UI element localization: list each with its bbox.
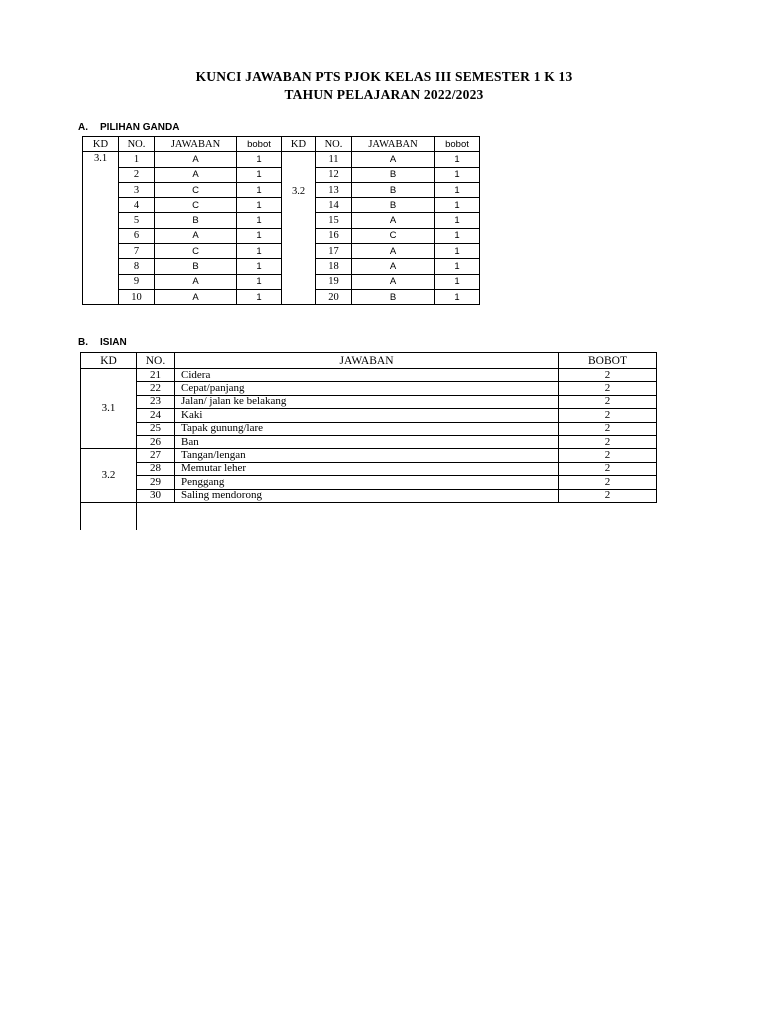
header-jawaban: JAWABAN (175, 353, 559, 369)
answer-cell: B (352, 198, 435, 213)
weight-cell: 1 (237, 152, 282, 167)
number-cell: 15 (316, 213, 352, 228)
answer-cell: C (155, 182, 237, 197)
number-cell: 23 (137, 395, 175, 408)
number-cell: 11 (316, 152, 352, 167)
table-row (81, 369, 657, 382)
number-cell: 18 (316, 259, 352, 274)
answer-cell: A (352, 274, 435, 289)
answer-cell: B (155, 213, 237, 228)
table-row (81, 422, 657, 435)
header-kd: KD (282, 137, 316, 152)
answer-cell: A (352, 213, 435, 228)
empty-row (81, 502, 657, 530)
section-b-heading (78, 337, 127, 348)
answer-cell: A (155, 289, 237, 304)
number-cell: 30 (137, 489, 175, 502)
section-a-heading (78, 122, 179, 133)
number-cell: 13 (316, 182, 352, 197)
table-row (83, 274, 480, 289)
answer-cell: Jalan/ jalan ke belakang (175, 395, 559, 408)
weight-cell: 1 (435, 244, 480, 259)
answer-cell: B (155, 259, 237, 274)
number-cell: 20 (316, 289, 352, 304)
table-row (81, 409, 657, 422)
document-title-line-1: KUNCI JAWABAN PTS PJOK KELAS III SEMESTER 1 K 13 (195, 69, 573, 84)
answer-cell: Tapak gunung/lare (175, 422, 559, 435)
weight-cell: 1 (435, 152, 480, 167)
number-cell: 14 (316, 198, 352, 213)
answer-cell: B (352, 182, 435, 197)
weight-cell: 2 (559, 462, 657, 475)
weight-cell: 2 (559, 435, 657, 448)
number-cell: 4 (119, 198, 155, 213)
multiple-choice-table (82, 136, 480, 305)
number-cell: 2 (119, 167, 155, 182)
number-cell: 26 (137, 435, 175, 448)
answer-cell: Ban (175, 435, 559, 448)
weight-cell: 1 (435, 274, 480, 289)
number-cell: 5 (119, 213, 155, 228)
number-cell: 28 (137, 462, 175, 475)
header-bobot: BOBOT (559, 353, 657, 369)
kd-cell (282, 152, 316, 305)
weight-cell: 2 (559, 422, 657, 435)
table-row (83, 228, 480, 243)
answer-cell: C (155, 198, 237, 213)
header-no: NO. (119, 137, 155, 152)
answer-cell: A (155, 228, 237, 243)
number-cell: 1 (119, 152, 155, 167)
short-answer-table (80, 352, 657, 530)
answer-cell: A (155, 167, 237, 182)
kd-label: 3.2 (291, 185, 306, 197)
kd-cell: 3.1 (81, 369, 137, 449)
table-header-row (81, 353, 657, 369)
weight-cell: 1 (435, 228, 480, 243)
weight-cell: 2 (559, 489, 657, 502)
weight-cell: 1 (237, 167, 282, 182)
number-cell: 16 (316, 228, 352, 243)
table-header-row (83, 137, 480, 152)
answer-cell: A (352, 244, 435, 259)
number-cell: 22 (137, 382, 175, 395)
empty-cell (81, 502, 137, 530)
answer-cell: A (352, 259, 435, 274)
weight-cell: 1 (435, 167, 480, 182)
header-kd: KD (83, 137, 119, 152)
section-a-letter: A. (78, 122, 88, 133)
number-cell: 8 (119, 259, 155, 274)
number-cell: 6 (119, 228, 155, 243)
table-row (83, 213, 480, 228)
answer-cell: B (352, 167, 435, 182)
answer-cell: A (352, 152, 435, 167)
answer-cell: A (155, 274, 237, 289)
weight-cell: 2 (559, 476, 657, 489)
table-row (83, 152, 480, 167)
weight-cell: 2 (559, 369, 657, 382)
answer-cell: Tangan/lengan (175, 449, 559, 462)
weight-cell: 1 (237, 228, 282, 243)
kd-cell: 3.1 (83, 152, 119, 305)
table-row (83, 182, 480, 197)
weight-cell: 1 (435, 198, 480, 213)
table-row (81, 395, 657, 408)
answer-cell: C (352, 228, 435, 243)
weight-cell: 1 (435, 182, 480, 197)
answer-cell: Saling mendorong (175, 489, 559, 502)
section-b-letter: B. (78, 337, 88, 348)
weight-cell: 1 (237, 259, 282, 274)
table-row (83, 289, 480, 304)
answer-cell: Kaki (175, 409, 559, 422)
number-cell: 27 (137, 449, 175, 462)
number-cell: 24 (137, 409, 175, 422)
header-no: NO. (137, 353, 175, 369)
weight-cell: 1 (237, 198, 282, 213)
number-cell: 17 (316, 244, 352, 259)
number-cell: 21 (137, 369, 175, 382)
weight-cell: 2 (559, 382, 657, 395)
header-jawaban: JAWABAN (155, 137, 237, 152)
weight-cell: 1 (435, 289, 480, 304)
weight-cell: 1 (237, 289, 282, 304)
header-no: NO. (316, 137, 352, 152)
weight-cell: 1 (237, 182, 282, 197)
number-cell: 3 (119, 182, 155, 197)
table-row (81, 476, 657, 489)
answer-cell: Cidera (175, 369, 559, 382)
answer-cell: C (155, 244, 237, 259)
number-cell: 19 (316, 274, 352, 289)
number-cell: 25 (137, 422, 175, 435)
header-jawaban: JAWABAN (352, 137, 435, 152)
table-row (81, 462, 657, 475)
table-row (83, 198, 480, 213)
section-b-label: ISIAN (100, 337, 127, 348)
number-cell: 10 (119, 289, 155, 304)
number-cell: 29 (137, 476, 175, 489)
table-row (83, 167, 480, 182)
answer-cell: Cepat/panjang (175, 382, 559, 395)
table-row (81, 489, 657, 502)
header-kd: KD (81, 353, 137, 369)
weight-cell: 1 (435, 259, 480, 274)
answer-cell: Penggang (175, 476, 559, 489)
weight-cell: 2 (559, 449, 657, 462)
weight-cell: 2 (559, 409, 657, 422)
empty-cell (137, 502, 657, 530)
weight-cell: 1 (237, 274, 282, 289)
kd-cell: 3.2 (81, 449, 137, 503)
table-row (83, 259, 480, 274)
table-row (83, 244, 480, 259)
answer-cell: B (352, 289, 435, 304)
table-row (81, 449, 657, 462)
answer-cell: A (155, 152, 237, 167)
section-a-label: PILIHAN GANDA (100, 122, 180, 133)
document-title-line-2: TAHUN PELAJARAN 2022/2023 (284, 87, 484, 102)
weight-cell: 1 (435, 213, 480, 228)
number-cell: 7 (119, 244, 155, 259)
table-row (81, 382, 657, 395)
table-row (81, 435, 657, 448)
number-cell: 9 (119, 274, 155, 289)
header-bobot: bobot (237, 137, 282, 152)
weight-cell: 1 (237, 213, 282, 228)
header-bobot: bobot (435, 137, 480, 152)
weight-cell: 1 (237, 244, 282, 259)
answer-cell: Memutar leher (175, 462, 559, 475)
number-cell: 12 (316, 167, 352, 182)
weight-cell: 2 (559, 395, 657, 408)
